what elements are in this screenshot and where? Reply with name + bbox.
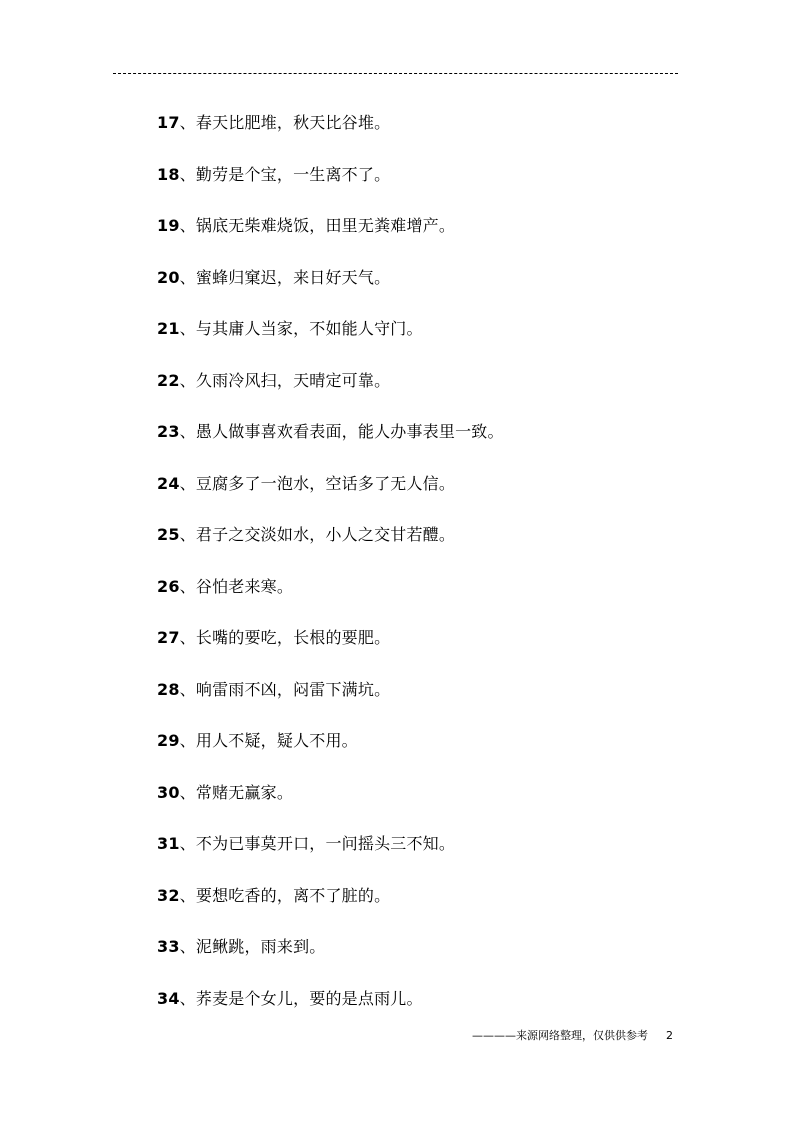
proverb-item [157,829,697,881]
proverb-text: 、愚人做事喜欢看表面，能人办事表里一致。 [179,422,504,441]
proverb-item [157,314,697,366]
proverb-item [157,726,697,778]
proverb-text: 、勤劳是个宝，一生离不了。 [179,164,391,184]
proverb-number: 25 [157,525,180,544]
proverb-text: 、豆腐多了一泡水，空话多了无人信。 [179,473,456,493]
proverb-text: 、要想吃香的，离不了脏的。 [179,885,391,905]
proverb-number: 34 [157,988,180,1008]
proverb-number: 19 [157,216,180,235]
proverb-item [157,108,697,160]
proverb-number: 20 [157,267,180,287]
proverb-number: 26 [157,576,180,596]
proverb-item [157,417,697,469]
proverb-list [157,108,697,1035]
proverb-number: 32 [157,885,180,905]
proverb-item [157,881,697,933]
proverb-number: 28 [157,679,180,699]
proverb-text: 、久雨冷风扫，天晴定可靠。 [179,370,391,390]
proverb-text: 、不为已事莫开口，一问摇头三不知。 [179,834,456,853]
proverb-text: 、常赌无赢家。 [179,782,294,802]
proverb-item [157,263,697,315]
proverb-text: 、锅底无柴难烧饭，田里无粪难增产。 [179,216,456,235]
proverb-number: 24 [157,473,180,493]
proverb-text: 、荞麦是个女儿，要的是点雨儿。 [179,988,423,1008]
proverb-item [157,623,697,675]
header-dashed-rule [113,73,678,74]
proverb-item [157,778,697,830]
proverb-text: 、春天比肥堆，秋天比谷堆。 [179,113,391,132]
proverb-item [157,160,697,212]
proverb-number: 27 [157,628,180,647]
proverb-item [157,469,697,521]
proverb-item [157,366,697,418]
page-number: 2 [666,1029,673,1042]
proverb-text: 、蜜蜂归窠迟，来日好天气。 [179,267,391,287]
proverb-number: 30 [157,782,180,802]
proverb-text: 、君子之交淡如水，小人之交甘若醴。 [179,525,456,544]
proverb-number: 22 [157,370,180,390]
proverb-text: 、响雷雨不凶，闷雷下满坑。 [179,679,391,699]
proverb-item [157,572,697,624]
proverb-text: 、谷怕老来寒。 [179,576,294,596]
proverb-number: 17 [157,113,180,132]
proverb-number: 18 [157,164,180,184]
proverb-item [157,932,697,984]
proverb-number: 21 [157,319,180,338]
proverb-number: 33 [157,937,180,956]
proverb-number: 29 [157,731,180,750]
proverb-item [157,211,697,263]
proverb-text: 、与其庸人当家，不如能人守门。 [179,319,423,338]
proverb-item [157,520,697,572]
proverb-item [157,675,697,727]
proverb-number: 31 [157,834,180,853]
proverb-number: 23 [157,422,180,441]
proverb-text: 、泥鳅跳，雨来到。 [179,937,326,956]
proverb-text: 、用人不疑，疑人不用。 [179,731,358,750]
footer-source-note: ————来源网络整理，仅供供参考 [472,1029,648,1042]
proverb-text: 、长嘴的要吃，长根的要肥。 [179,628,391,647]
